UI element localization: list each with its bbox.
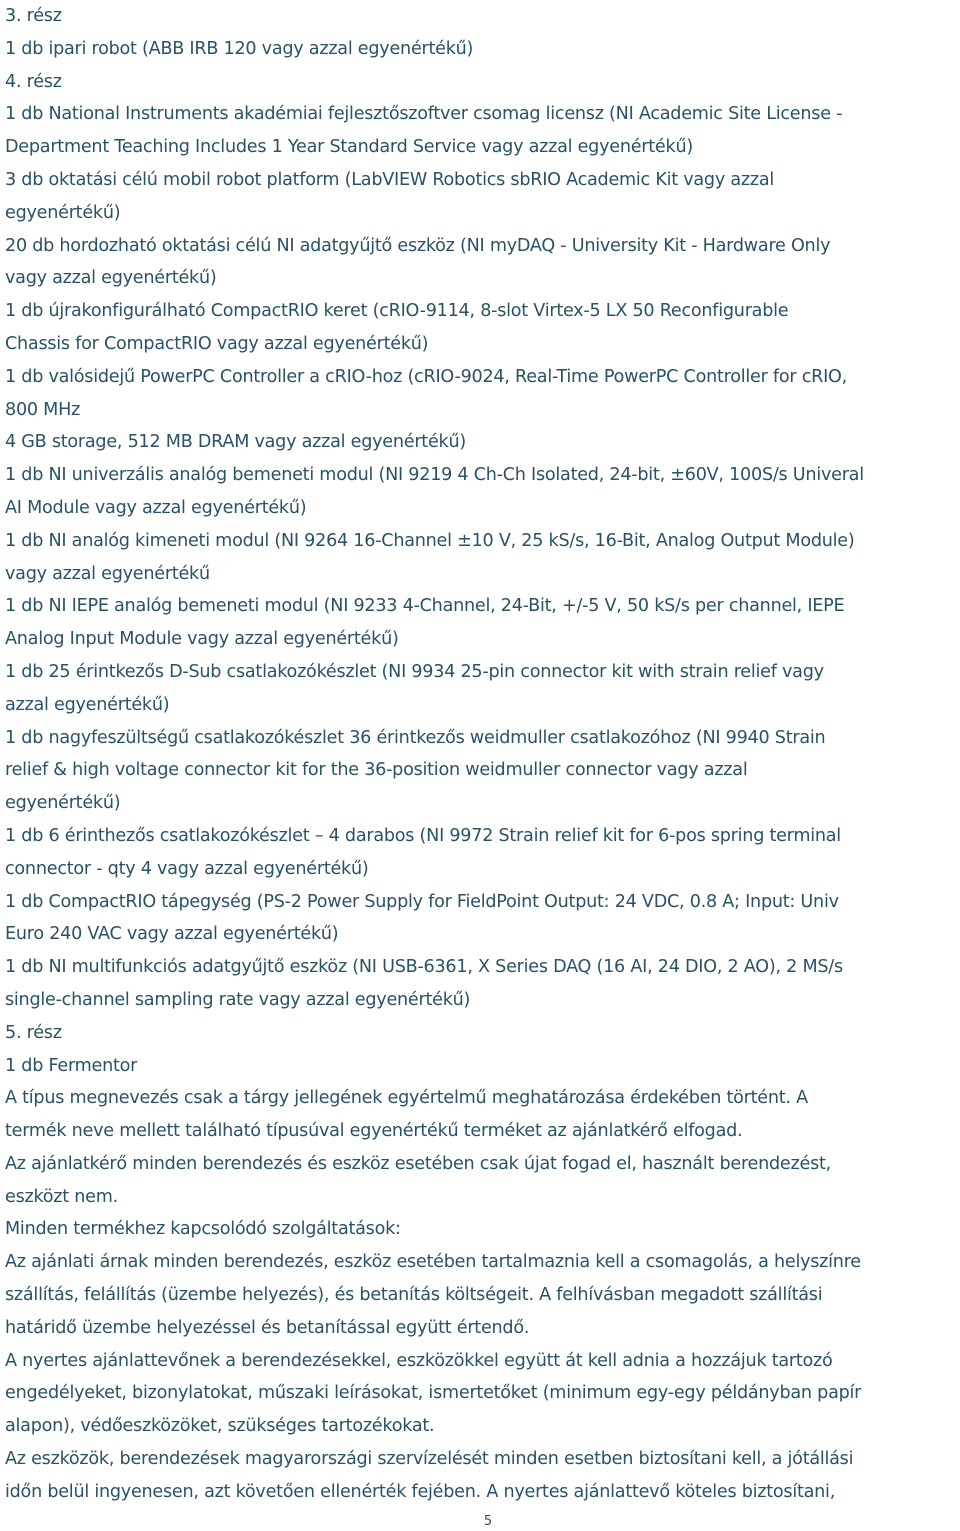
item-line: 3 db oktatási célú mobil robot platform (LabVIEW Robotics sbRIO Academic Kit vagy azzal (5, 169, 775, 190)
services-heading: Minden termékhez kapcsolódó szolgáltatások: (5, 1219, 401, 1240)
item-line: 1 db ipari robot (ABB IRB 120 vagy azzal egyenértékű) (5, 38, 474, 59)
item-line: vagy azzal egyenértékű) (5, 268, 217, 289)
page-number: 5 (483, 1514, 493, 1529)
item-line: 1 db NI analóg kimeneti modul (NI 9264 16-Channel ±10 V, 25 kS/s, 16-Bit, Analog Output Module) (5, 530, 855, 551)
paragraph-line: határidő üzembe helyezéssel és betanítással együtt értendő. (5, 1317, 530, 1338)
item-line: egyenértékű) (5, 793, 121, 814)
paragraph-line: Az ajánlatkérő minden berendezés és eszköz esetében csak újat fogad el, használt berendezést, (5, 1153, 831, 1174)
document-body (5, 0, 957, 1509)
section-heading-4: 4. rész (5, 71, 62, 92)
item-line: 1 db NI multifunkciós adatgyűjtő eszköz (NI USB-6361, X Series DAQ (16 AI, 24 DIO, 2 AO), 2 MS/s (5, 957, 843, 978)
paragraph-line: eszközt nem. (5, 1186, 118, 1207)
item-line: 1 db 25 érintkezős D-Sub csatlakozókészlet (NI 9934 25-pin connector kit with strain relief vagy (5, 661, 824, 682)
paragraph-line: A típus megnevezés csak a tárgy jellegének egyértelmű meghatározása érdekében történt. A (5, 1088, 808, 1109)
item-line: single-channel sampling rate vagy azzal egyenértékű) (5, 989, 471, 1010)
section-heading-3: 3. rész (5, 6, 62, 26)
paragraph-line: szállítás, felállítás (üzembe helyezés), és betanítás költségeit. A felhívásban megadott szállítási (5, 1285, 823, 1306)
paragraph-line: termék neve mellett található típusúval egyenértékű terméket az ajánlatkérő elfogad. (5, 1121, 743, 1142)
item-line: Euro 240 VAC vagy azzal egyenértékű) (5, 924, 339, 945)
item-line: 1 db nagyfeszültségű csatlakozókészlet 36 érintkezős weidmuller csatlakozóhoz (NI 9940 Strain (5, 727, 826, 748)
paragraph-line: A nyertes ajánlattevőnek a berendezésekkel, eszközökkel együtt át kell adnia a hozzájuk tartozó (5, 1350, 833, 1371)
item-line: 1 db CompactRIO tápegység (PS-2 Power Supply for FieldPoint Output: 24 VDC, 0.8 A; Input: Univ (5, 891, 839, 912)
item-line: egyenértékű) (5, 202, 121, 223)
item-line: 1 db NI IEPE analóg bemeneti modul (NI 9233 4-Channel, 24-Bit, +/-5 V, 50 kS/s per channel, IEPE (5, 596, 845, 617)
item-line: 1 db valósidejű PowerPC Controller a cRIO-hoz (cRIO-9024, Real-Time PowerPC Controller for cRIO, (5, 366, 847, 387)
item-line: 1 db National Instruments akadémiai fejlesztőszoftver csomag licensz (NI Academic Site License - (5, 104, 843, 125)
item-line: 1 db újrakonfigurálható CompactRIO keret (cRIO-9114, 8-slot Virtex-5 LX 50 Reconfigurable (5, 301, 789, 322)
item-line: Chassis for CompactRIO vagy azzal egyenértékű) (5, 333, 429, 354)
paragraph-line: Az eszközök, berendezések magyarországi szervízelését minden esetben biztosítani kell, a jótállási (5, 1449, 854, 1470)
item-line: 1 db NI univerzális analóg bemeneti modul (NI 9219 4 Ch-Ch Isolated, 24-bit, ±60V, 100S/s Univeral (5, 465, 864, 486)
item-line: 20 db hordozható oktatási célú NI adatgyűjtő eszköz (NI myDAQ - University Kit - Hardware Only (5, 235, 831, 256)
item-line: connector - qty 4 vagy azzal egyenértékű) (5, 858, 369, 879)
item-line: 1 db 6 érinthezős csatlakozókészlet – 4 darabos (NI 9972 Strain relief kit for 6-pos spring terminal (5, 825, 841, 846)
paragraph-line: időn belül ingyenesen, azt követően ellenérték fejében. A nyertes ajánlattevő köteles biztosítani, (5, 1481, 836, 1502)
section-heading-5: 5. rész (5, 1022, 62, 1043)
item-line: 4 GB storage, 512 MB DRAM vagy azzal egyenértékű) (5, 432, 466, 453)
item-line: 1 db Fermentor (5, 1055, 138, 1076)
paragraph-line: Az ajánlati árnak minden berendezés, eszköz esetében tartalmaznia kell a csomagolás, a helyszínre (5, 1252, 861, 1273)
paragraph-line: engedélyeket, bizonylatokat, műszaki leírásokat, ismertetőket (minimum egy-egy példányban papír (5, 1383, 862, 1404)
paragraph-line: alapon), védőeszközöket, szükséges tartozékokat. (5, 1416, 435, 1437)
item-line: Department Teaching Includes 1 Year Standard Service vagy azzal egyenértékű) (5, 137, 693, 158)
item-line: azzal egyenértékű) (5, 694, 170, 715)
item-line: AI Module vagy azzal egyenértékű) (5, 497, 307, 518)
item-line: 800 MHz (5, 399, 81, 420)
item-line: vagy azzal egyenértékű (5, 563, 210, 584)
item-line: relief & high voltage connector kit for the 36-position weidmuller connector vagy azzal (5, 760, 748, 781)
item-line: Analog Input Module vagy azzal egyenértékű) (5, 629, 399, 650)
